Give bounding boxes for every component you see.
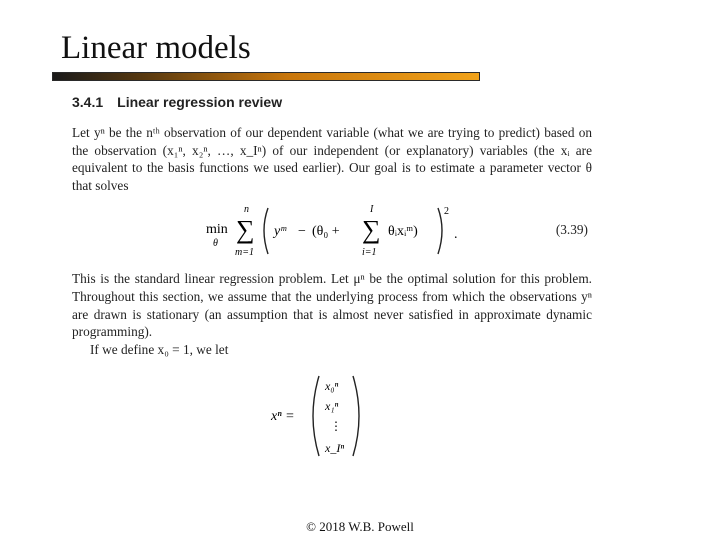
eq-sum-2: ∑ <box>362 215 381 245</box>
eq-sum-1-bottom: m=1 <box>235 247 254 259</box>
paragraph-standard-problem: This is the standard linear regression problem. Let μⁿ be the optimal solution for this problem. Throughout this section, we assume that the underlying process from which the observations yⁿ are drawn is stationary (an assumption that is almost never satisfied in approximate dynamic programming). <box>72 271 592 340</box>
eq-big-rparen <box>438 208 442 254</box>
eq-sum-2-bottom: i=1 <box>362 247 377 259</box>
section-title: Linear regression review <box>117 94 283 110</box>
eq-min: min <box>206 222 228 238</box>
section-number: 3.4.1 <box>72 94 104 110</box>
eq-big-lparen <box>264 208 268 254</box>
document-excerpt <box>72 94 592 460</box>
eq-min-sub: θ <box>213 238 218 250</box>
vector-definition <box>72 372 592 460</box>
slide-title: Linear models <box>61 30 251 66</box>
vec-entry-0: x₀ⁿ <box>325 379 339 394</box>
equation-3-39 <box>202 200 502 262</box>
vector-x-n <box>267 372 387 460</box>
eq-theta-x: θᵢxᵢᵐ) <box>388 224 418 240</box>
paragraph-intro: Let yⁿ be the nᵗʰ observation of our dependent variable (what we are trying to predict) based on the observation (x₁ⁿ, x₂ⁿ, …, x_Iⁿ) of our independent (or explanatory) variables (the xᵢ are equivalent to the basis functions we used earlier). Our goal is to estimate a parameter vector θ that solves <box>72 125 592 193</box>
eq-theta0: (θ₀ + <box>312 224 340 240</box>
eq-square: 2 <box>444 206 449 218</box>
vec-rparen <box>353 376 359 456</box>
eq-sum-1-top: n <box>244 204 249 216</box>
eq-minus: − <box>298 224 306 240</box>
section-heading <box>72 94 592 110</box>
eq-sum-2-top: I <box>370 204 374 216</box>
regression-equation <box>72 200 592 262</box>
eq-sum-1: ∑ <box>236 215 255 245</box>
vec-entry-1: x₁ⁿ <box>325 399 339 414</box>
equation-number: (3.39) <box>555 222 588 238</box>
vec-entry-dots: ⋮ <box>330 419 342 434</box>
vec-lhs: xⁿ = <box>271 409 295 425</box>
vec-entry-last: x_Iⁿ <box>325 441 345 456</box>
copyright-footer: © 2018 W.B. Powell <box>306 519 414 534</box>
eq-period: . <box>454 227 458 243</box>
paragraph-define-x0: If we define x₀ = 1, we let <box>90 341 229 357</box>
vec-lparen <box>313 376 319 456</box>
title-underline-bar <box>52 72 480 81</box>
eq-y-term: yᵐ <box>274 224 287 240</box>
